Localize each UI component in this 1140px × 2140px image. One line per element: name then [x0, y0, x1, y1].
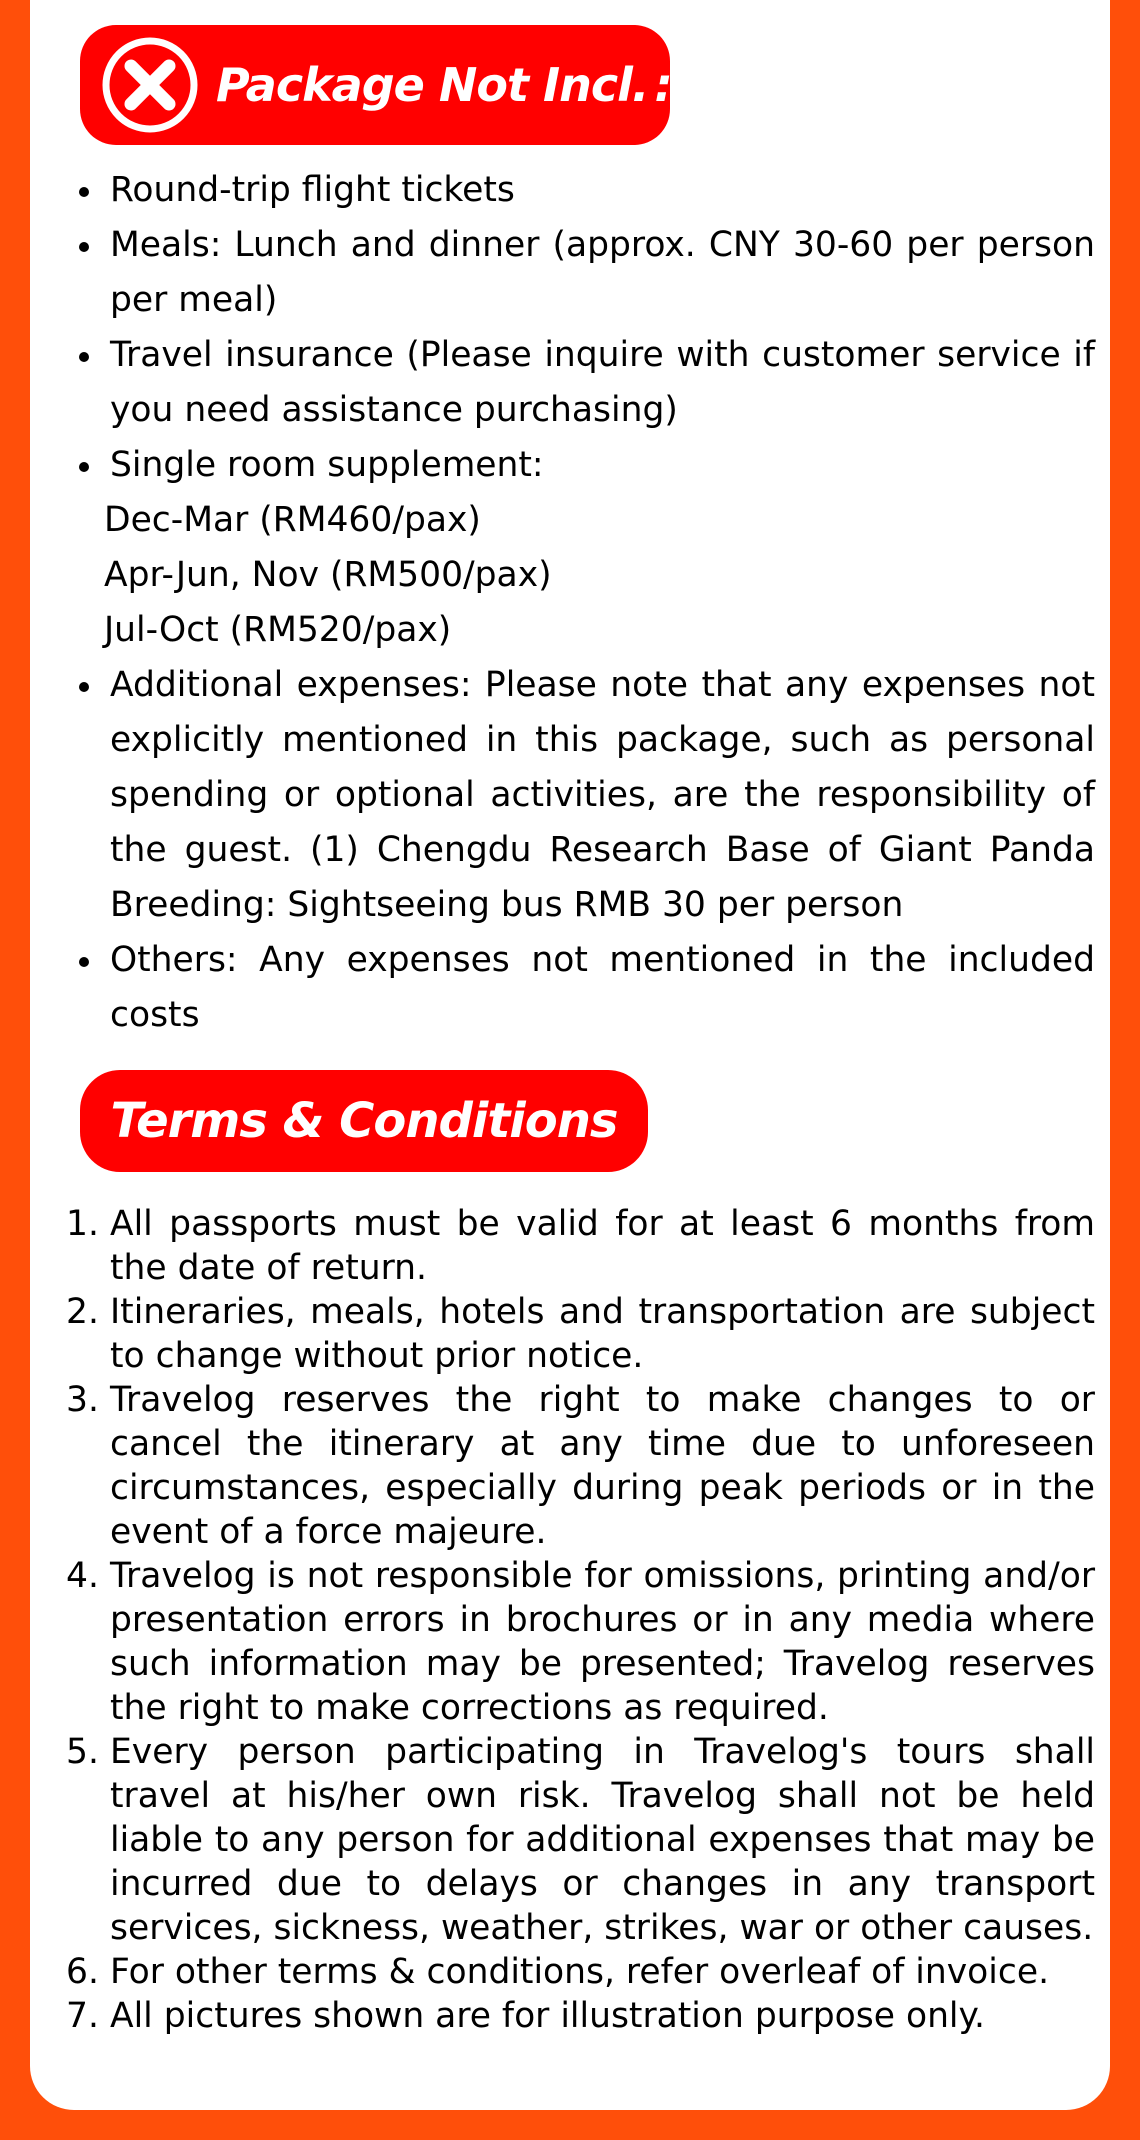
- terms-item: [66, 1950, 1095, 1994]
- terms-item: [66, 1202, 1095, 1290]
- terms-conditions-title: Terms & Conditions: [110, 1093, 618, 1149]
- terms-item: [66, 1730, 1095, 1950]
- item-text: Itineraries, meals, hotels and transportation are subject to change without prior notice.: [110, 1292, 1095, 1376]
- item-number: 1.: [66, 1204, 99, 1244]
- list-item: Travel insurance (Please inquire with customer service if you need assistance purchasing): [72, 328, 1095, 438]
- list-item: Round-trip flight tickets: [72, 163, 1095, 218]
- terms-item: [66, 1994, 1095, 2038]
- item-text: All passports must be valid for at least 6 months from the date of return.: [110, 1204, 1095, 1288]
- terms-item: [66, 1290, 1095, 1378]
- not-included-list: [72, 163, 1095, 1043]
- list-item: Additional expenses: Please note that any expenses not explicitly mentioned in this package, such as personal spending or optional activities, are the responsibility of the guest. (1) Chengdu Research Base of Giant Panda Breeding: Sightseeing bus RMB 30 per person: [72, 658, 1095, 933]
- package-not-included-title: Package Not Incl.: [216, 58, 649, 112]
- list-item: Single room supplement: Dec-Mar (RM460/pax) Apr-Jun, Nov (RM500/pax) Jul-Oct (RM520/pax): [72, 438, 1095, 658]
- terms-item: [66, 1378, 1095, 1554]
- close-circle-icon: [100, 35, 200, 135]
- item-number: 6.: [66, 1952, 99, 1992]
- terms-conditions-banner: [80, 1070, 648, 1172]
- terms-item: [66, 1554, 1095, 1730]
- single-room-rate: Apr-Jun, Nov (RM500/pax): [104, 555, 552, 595]
- package-not-included-banner: [80, 25, 673, 145]
- item-text: All pictures shown are for illustration purpose only.: [110, 1996, 985, 2036]
- item-number: 2.: [66, 1292, 99, 1332]
- item-text: Travelog is not responsible for omissions, printing and/or presentation errors in brochures or in any media where such information may be presented; Travelog reserves the right to make corrections as required.: [110, 1556, 1095, 1728]
- title-colon: :: [654, 58, 673, 112]
- single-room-rate: Jul-Oct (RM520/pax): [104, 610, 452, 650]
- list-item: Others: Any expenses not mentioned in the included costs: [72, 933, 1095, 1043]
- item-text: Every person participating in Travelog's tours shall travel at his/her own risk. Travelog shall not be held liable to any person for additional expenses that may be incurred due to delays or changes in any transport services, sickness, weather, strikes, war or other causes.: [110, 1732, 1095, 1948]
- list-item: Meals: Lunch and dinner (approx. CNY 30-60 per person per meal): [72, 218, 1095, 328]
- item-number: 5.: [66, 1732, 99, 1772]
- item-number: 7.: [66, 1996, 99, 2036]
- item-number: 3.: [66, 1380, 99, 1420]
- item-text: Travelog reserves the right to make changes to or cancel the itinerary at any time due to unforeseen circumstances, especially during peak periods or in the event of a force majeure.: [110, 1380, 1095, 1552]
- single-room-rate: Dec-Mar (RM460/pax): [104, 500, 481, 540]
- item-text: For other terms & conditions, refer overleaf of invoice.: [110, 1952, 1050, 1992]
- terms-list: [66, 1202, 1095, 2038]
- item-number: 4.: [66, 1556, 99, 1596]
